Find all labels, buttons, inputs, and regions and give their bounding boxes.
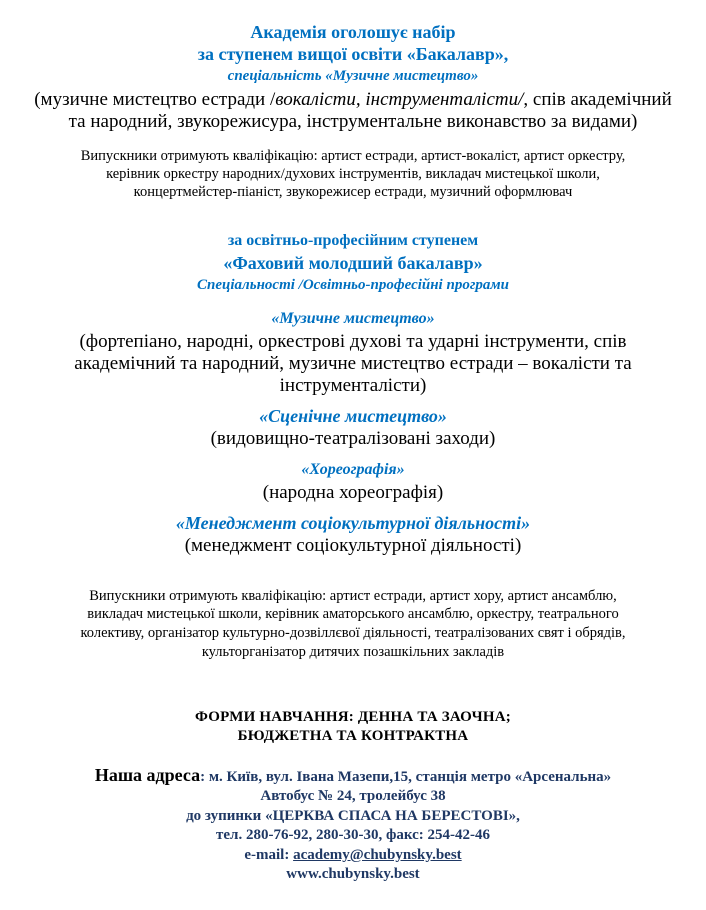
bachelor-heading-line2: за ступенем вищої освіти «Бакалавр»,	[197, 44, 509, 64]
website-line[interactable]: www.chubynsky.best	[286, 866, 420, 882]
bachelor-qualification-line: концертмейстер-піаніст, звукорежисер естради, музичний оформлювач	[133, 184, 573, 200]
address-text: : м. Київ, вул. Івана Мазепи,15, станція метро «Арсенальна»	[200, 769, 612, 785]
bachelor-description-line2: та народний, звукорежисура, інструментальне виконавство за видами)	[68, 111, 638, 132]
junior-heading-line1: за освітньо-професійним ступенем	[227, 232, 479, 249]
program-description-line: (народна хореографія)	[262, 482, 444, 503]
address-label: Наша адреса	[94, 765, 201, 785]
address-line	[0, 764, 706, 788]
junior-qualification-line: викладач мистецької школи, керівник аматорського ансамблю, оркестру, театрального	[87, 606, 619, 622]
program-description-line: інструменталісти)	[279, 375, 427, 396]
bachelor-qualification-line: керівник оркестру народних/духових інструментів, викладач мистецької школи,	[106, 166, 600, 182]
program-title: «Сценічне мистецтво»	[259, 406, 447, 426]
bachelor-specialty: спеціальність «Музичне мистецтво»	[227, 68, 479, 84]
junior-heading-line2: «Фаховий молодший бакалавр»	[223, 253, 483, 273]
program-title: «Хореографія»	[301, 461, 405, 478]
bachelor-description-line1	[0, 89, 706, 111]
program-description-line: (менеджмент соціокультурної діяльності)	[184, 535, 522, 556]
email-label: e-mail:	[244, 847, 294, 863]
program-title: «Музичне мистецтво»	[271, 310, 435, 327]
study-forms-line2: БЮДЖЕТНА ТА КОНТРАКТНА	[237, 728, 469, 744]
study-forms-line1: ФОРМИ НАВЧАННЯ: ДЕННА ТА ЗАОЧНА;	[195, 709, 511, 725]
desc-part-c: , спів академічний	[523, 89, 672, 110]
program-description-line: академічний та народний, музичне мистецтво естради – вокалісти та	[74, 353, 632, 374]
junior-qualification-line: культорганізатор дитячих позашкільних закладів	[201, 644, 505, 660]
desc-part-b: вокалісти, інструменталісти/	[275, 89, 524, 110]
program-description-line: (видовищно-театралізовані заходи)	[210, 428, 496, 449]
email-line	[0, 846, 706, 864]
program-description-line: (фортепіано, народні, оркестрові духові та ударні інструменти, спів	[79, 331, 627, 352]
bus-stop-line: до зупинки «ЦЕРКВА СПАСА НА БЕРЕСТОВІ»,	[186, 808, 520, 824]
junior-qualification-line: Випускники отримують кваліфікацію: артист естради, артист хору, артист ансамблю,	[89, 588, 617, 604]
junior-subheading: Спеціальності /Освітньо-професійні програми	[197, 277, 509, 293]
phones-line: тел. 280-76-92, 280-30-30, факс: 254-42-46	[216, 827, 490, 843]
bachelor-qualification-line: Випускники отримують кваліфікацію: артист естради, артист-вокаліст, артист оркестру,	[80, 148, 626, 164]
bachelor-heading-line1: Академія оголошує набір	[250, 22, 456, 42]
transport-line: Автобус № 24, тролейбус 38	[260, 788, 446, 804]
junior-qualification-line: колективу, організатор культурно-дозвіллєвої діяльності, театралізованих свят і обрядів,	[80, 625, 626, 641]
program-title: «Менеджмент соціокультурної діяльності»	[175, 513, 531, 533]
desc-part-a: (музичне мистецтво естради /	[34, 89, 276, 110]
email-link[interactable]: academy@chubynsky.best	[293, 847, 462, 863]
